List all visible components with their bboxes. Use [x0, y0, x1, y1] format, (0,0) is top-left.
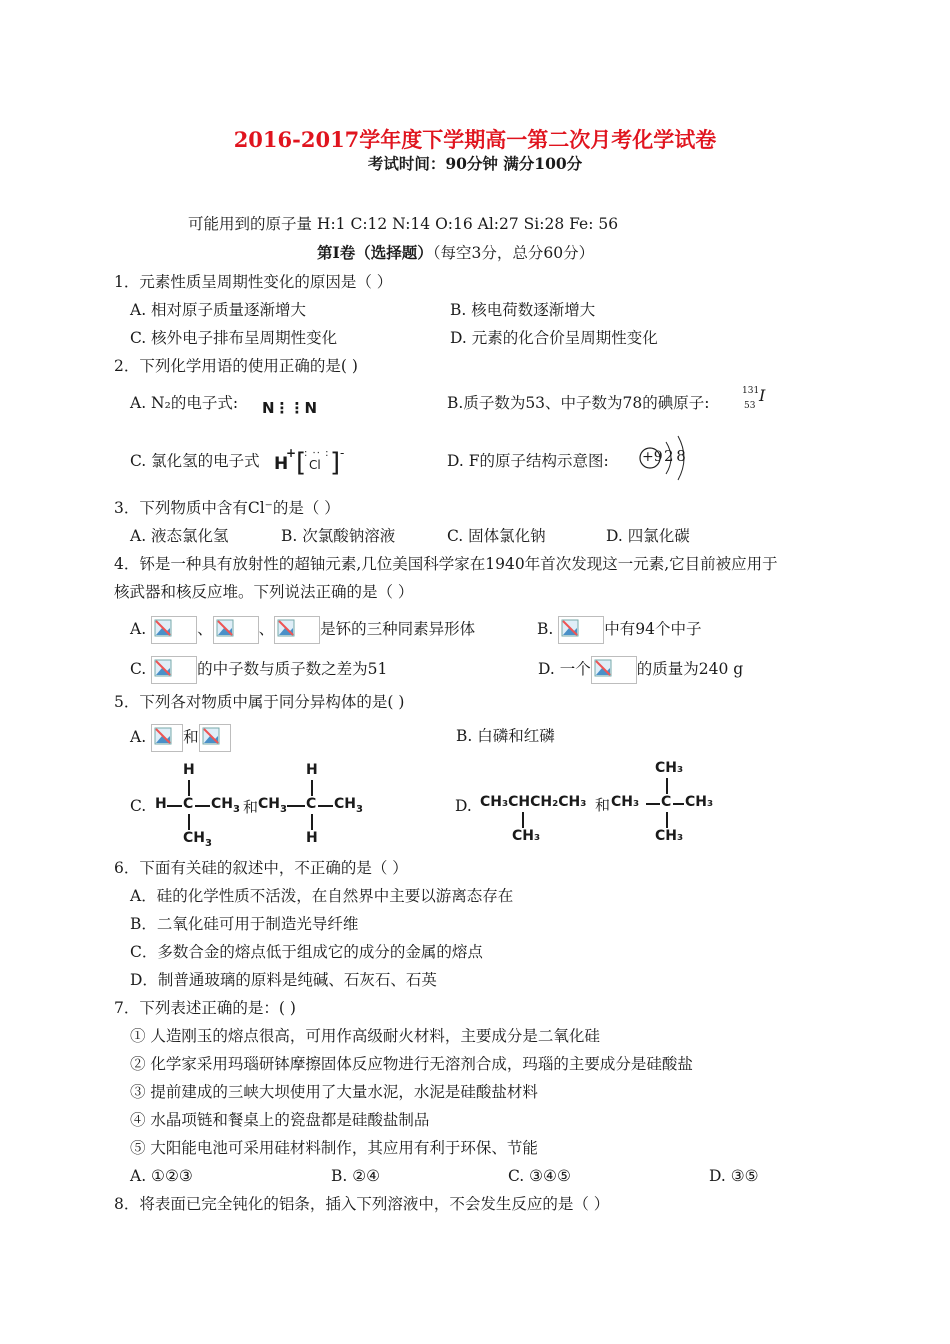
bond — [195, 805, 210, 807]
q4-stem-line1: 4．钚是一种具有放射性的超铀元素,几位美国科学家在1940年首次发现这一元素,它目前被应用于 — [114, 555, 778, 573]
bond — [311, 814, 313, 830]
d-right-left-ch3: CH₃ — [611, 794, 640, 810]
n2-electron-formula: N⋮⋮N — [262, 399, 318, 417]
q6-option-c: C．多数合金的熔点低于组成它的成分的金属的熔点 — [130, 943, 483, 961]
broken-image-icon — [591, 656, 637, 684]
q4-d-label: D. 一个 — [538, 660, 591, 678]
q4-option-a — [130, 614, 475, 644]
atomic-masses: 可能用到的原子量 H:1 C:12 N:14 O:16 Al:27 Si:28 Fe: 56 — [188, 215, 619, 233]
q4-stem-line2: 核武器和核反应堆。下列说法正确的是（ ） — [114, 583, 414, 601]
q7-statement: ⑤ 大阳能电池可采用硅材料制作，其应用有利于环保、节能 — [130, 1139, 538, 1157]
q7-stem: 7．下列表述正确的是：( ) — [114, 999, 296, 1017]
q3-stem: 3．下列物质中含有Cl⁻的是（ ） — [114, 499, 340, 517]
q1-option-d: D. 元素的化合价呈周期性变化 — [450, 329, 658, 347]
q5-d-label: D. — [455, 797, 472, 815]
q4-c-label: C. — [130, 660, 147, 678]
bond — [666, 812, 668, 828]
q7-option-a: A. ①②③ — [130, 1167, 193, 1185]
section-heading — [317, 243, 594, 263]
broken-image-icon — [213, 616, 259, 644]
section-note: （每空3分，总分60分） — [432, 244, 595, 262]
q7-option-c: C. ③④⑤ — [508, 1167, 571, 1185]
q2-option-b: B.质子数为53、中子数为78的碘原子: — [447, 394, 710, 412]
bond — [188, 780, 190, 796]
bond — [311, 780, 313, 796]
q5-option-b: B. 白磷和红磷 — [456, 727, 555, 745]
bond — [646, 803, 660, 805]
q4-a-text: 是钚的三种同素异形体 — [320, 620, 476, 638]
d-right-right-ch3: CH₃ — [685, 794, 714, 810]
q5-c-label: C. — [130, 797, 147, 815]
c-left-center: C — [183, 796, 194, 812]
q6-option-a: A．硅的化学性质不活泼，在自然界中主要以游离态存在 — [130, 887, 514, 905]
fluorine-atom-diagram — [636, 432, 696, 482]
exam-title: 2016-2017学年度下学期高一第二次月考化学试卷 — [233, 127, 717, 152]
q4-b-text: 中有94个中子 — [604, 620, 702, 638]
q5-c-and: 和 — [243, 798, 259, 816]
bond — [318, 805, 333, 807]
q5-option-a — [130, 722, 231, 752]
q4-a-sep2: 、 — [258, 620, 275, 638]
left-bracket: [ — [296, 448, 307, 478]
plus-sign: + — [286, 446, 297, 460]
broken-image-icon — [274, 616, 320, 644]
c-left-h: H — [155, 796, 167, 812]
d-left-branch: CH₃ — [512, 828, 541, 844]
q4-c-text: 的中子数与质子数之差为51 — [197, 660, 388, 678]
right-bracket: ] — [330, 448, 341, 478]
q1-option-c: C. 核外电子排布呈周期性变化 — [130, 329, 338, 347]
q5-a-and: 和 — [183, 728, 199, 746]
q4-option-c — [130, 654, 387, 684]
q4-a-sep1: 、 — [197, 620, 213, 638]
fluorine-nucleus: +9 — [642, 449, 663, 465]
c-right-bottom-h: H — [306, 830, 318, 846]
exam-info: 考试时间：90分钟 满分100分 — [367, 154, 583, 173]
q4-option-b — [537, 614, 702, 644]
c-right-top-h: H — [306, 762, 318, 778]
q7-statement: ④ 水晶项链和餐桌上的瓷盘都是硅酸盐制品 — [130, 1111, 430, 1129]
bond — [522, 812, 524, 828]
c-left-bottom-ch3: $CH_3$ — [183, 830, 212, 849]
broken-image-icon — [199, 724, 231, 752]
q5-d-structure — [480, 758, 720, 852]
c-right-center: C — [306, 796, 317, 812]
bond — [673, 803, 684, 805]
q3-option-b: B. 次氯酸钠溶液 — [281, 527, 396, 545]
q3-option-d: D. 四氯化碳 — [606, 527, 690, 545]
q1-stem: 1．元素性质呈周期性变化的原因是（ ） — [114, 273, 393, 291]
q4-a-label: A. — [130, 620, 147, 638]
q4-option-d — [538, 654, 743, 684]
q5-c-structure — [155, 760, 375, 850]
q2-stem: 2．下列化学用语的使用正确的是( ) — [114, 357, 358, 375]
q3-option-a: A. 液态氯化氢 — [130, 527, 229, 545]
section-title: 第Ⅰ卷（选择题） — [317, 243, 433, 262]
broken-image-icon — [151, 616, 197, 644]
q2-option-d: D. F的原子结构示意图: — [447, 452, 609, 470]
q2-option-a: A. N₂的电子式: — [130, 394, 239, 412]
hcl-h-symbol: H — [274, 454, 289, 474]
q6-option-d: D．制普通玻璃的原料是纯碱、石灰石、石英 — [130, 971, 437, 989]
q7-option-b: B. ②④ — [331, 1167, 381, 1185]
q8-stem: 8．将表面已完全钝化的铝条，插入下列溶液中，不会发生反应的是（ ） — [114, 1195, 610, 1213]
q5-a-label: A. — [130, 728, 147, 746]
bond — [167, 805, 182, 807]
q4-b-label: B. — [537, 620, 554, 638]
hcl-cl-symbol: Cl — [309, 458, 321, 472]
iodine-symbol: I — [759, 386, 766, 405]
q7-statement: ③ 提前建成的三峡大坝使用了大量水泥，水泥是硅酸盐材料 — [130, 1083, 538, 1101]
q6-stem: 6．下面有关硅的叙述中，不正确的是（ ） — [114, 859, 408, 877]
q4-d-text: 的质量为240 g — [636, 660, 744, 678]
bond — [287, 805, 305, 807]
d-left-chain: CH₃CHCH₂CH₃ — [480, 794, 587, 810]
minus-sign: - — [340, 446, 345, 460]
c-left-right-ch3: $CH_3$ — [211, 796, 240, 815]
broken-image-icon — [151, 656, 197, 684]
d-right-top-ch3: CH₃ — [655, 760, 684, 776]
d-right-center: C — [661, 794, 672, 810]
q2-option-c: C. 氯化氢的电子式 — [130, 452, 260, 470]
q7-statement: ② 化学家采用玛瑙研钵摩擦固体反应物进行无溶剂合成，玛瑙的主要成分是硅酸盐 — [130, 1055, 693, 1073]
q6-option-b: B．二氧化硅可用于制造光导纤维 — [130, 915, 359, 933]
q5-d-and: 和 — [595, 796, 611, 814]
electron-dots: : ⋅⋅ : — [304, 448, 330, 459]
bond — [188, 814, 190, 830]
fluorine-shells: 2 8 — [664, 447, 685, 465]
bond — [666, 778, 668, 794]
broken-image-icon — [558, 616, 604, 644]
d-right-bottom-ch3: CH₃ — [655, 828, 684, 844]
q3-option-c: C. 固体氯化钠 — [447, 527, 546, 545]
c-right-left-ch3: $CH_3$ — [258, 796, 287, 815]
q7-option-d: D. ③⑤ — [709, 1167, 759, 1185]
q7-statement: ① 人造刚玉的熔点很高，可用作高级耐火材料，主要成分是二氧化硅 — [130, 1027, 600, 1045]
c-right-right-ch3: $CH_3$ — [334, 796, 363, 815]
iodine-atomic-number: 53 — [744, 401, 756, 411]
iodine-nuclide — [742, 386, 772, 416]
q5-stem: 5．下列各对物质中属于同分异构体的是( ) — [114, 693, 405, 711]
q1-option-a: A. 相对原子质量逐渐增大 — [130, 301, 307, 319]
iodine-mass-number: 131 — [742, 386, 760, 396]
hcl-electron-formula — [274, 446, 354, 486]
broken-image-icon — [151, 724, 183, 752]
c-left-top-h: H — [183, 762, 195, 778]
q1-option-b: B. 核电荷数逐渐增大 — [450, 301, 596, 319]
